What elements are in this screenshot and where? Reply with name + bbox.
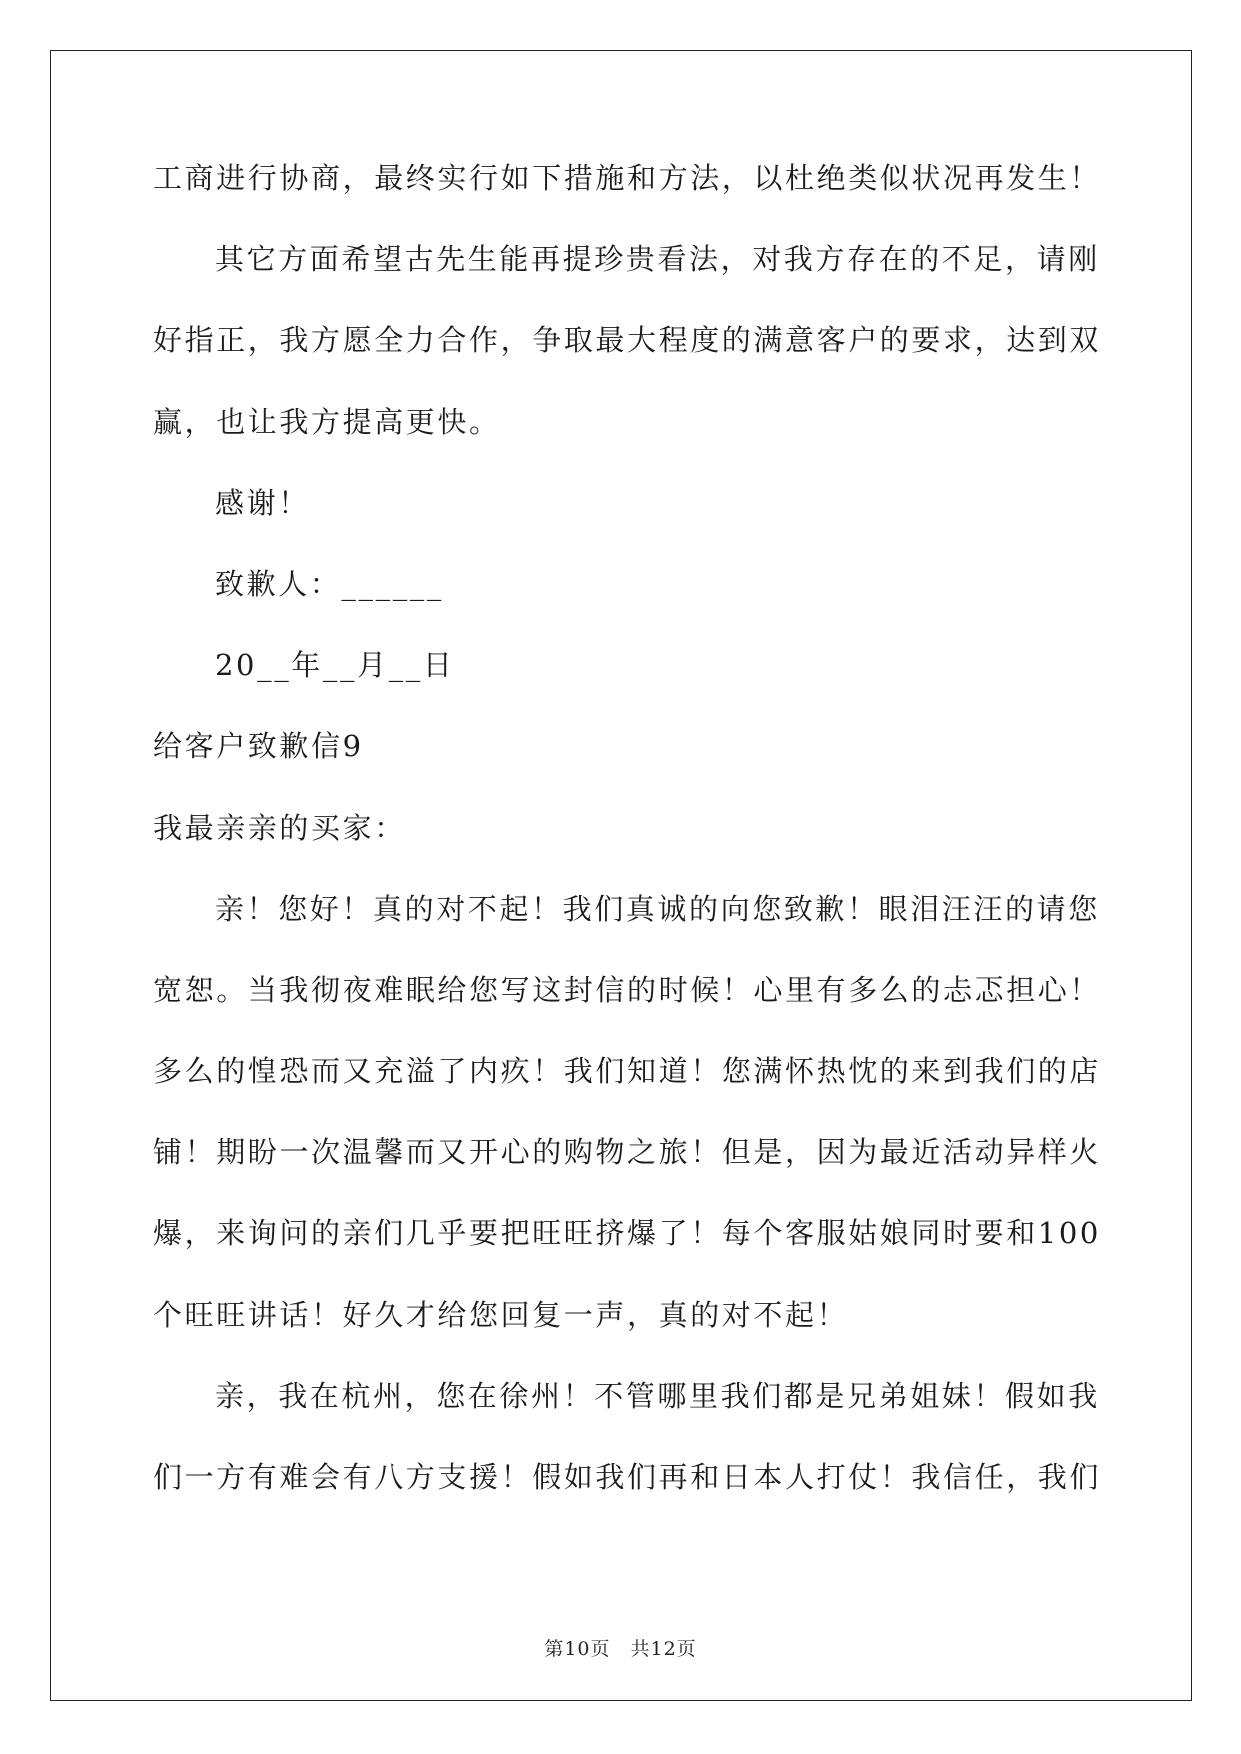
paragraph-line: 其它方面希望古先生能再提珍贵看法，对我方存在的不足，请刚 [215, 242, 1100, 277]
closing-thanks: 感谢！ [215, 485, 310, 520]
page-number-footer: 第10页 共12页 [544, 1638, 697, 1660]
date-line: 20__年__月__日 [215, 648, 455, 683]
paragraph-line: 工商进行协商，最终实行如下措施和方法，以杜绝类似状况再发生！ [153, 161, 1102, 195]
paragraph-line: 亲！您好！真的对不起！我们真诚的向您致歉！眼泪汪汪的请您 [215, 891, 1100, 926]
paragraph-line: 多么的惶恐而又充溢了内疚！我们知道！您满怀热忱的来到我们的店 [153, 1054, 1102, 1089]
paragraph-line: 赢，也让我方提高更快。 [153, 404, 501, 439]
paragraph-line: 亲，我在杭州，您在徐州！不管哪里我们都是兄弟姐妹！假如我 [215, 1378, 1100, 1413]
paragraph-line: 爆，来询问的亲们几乎要把旺旺挤爆了！每个客服姑娘同时要和100 [153, 1216, 1101, 1251]
document-body [153, 158, 1102, 1538]
signature-line: 致歉人：______ [215, 566, 445, 601]
paragraph-line: 好指正，我方愿全力合作，争取最大程度的满意客户的要求，达到双 [153, 323, 1102, 358]
paragraph-line: 个旺旺讲话！好久才给您回复一声，真的对不起！ [153, 1297, 849, 1332]
paragraph-line: 宽恕。当我彻夜难眠给您写这封信的时候！心里有多么的忐忑担心！ [153, 972, 1102, 1007]
salutation: 我最亲亲的买家： [153, 810, 406, 845]
paragraph-line: 们一方有难会有八方支援！假如我们再和日本人打仗！我信任，我们 [153, 1460, 1102, 1494]
section-title: 给客户致歉信9 [153, 729, 364, 764]
paragraph-line: 铺！期盼一次温馨而又开心的购物之旅！但是，因为最近活动异样火 [153, 1135, 1102, 1170]
